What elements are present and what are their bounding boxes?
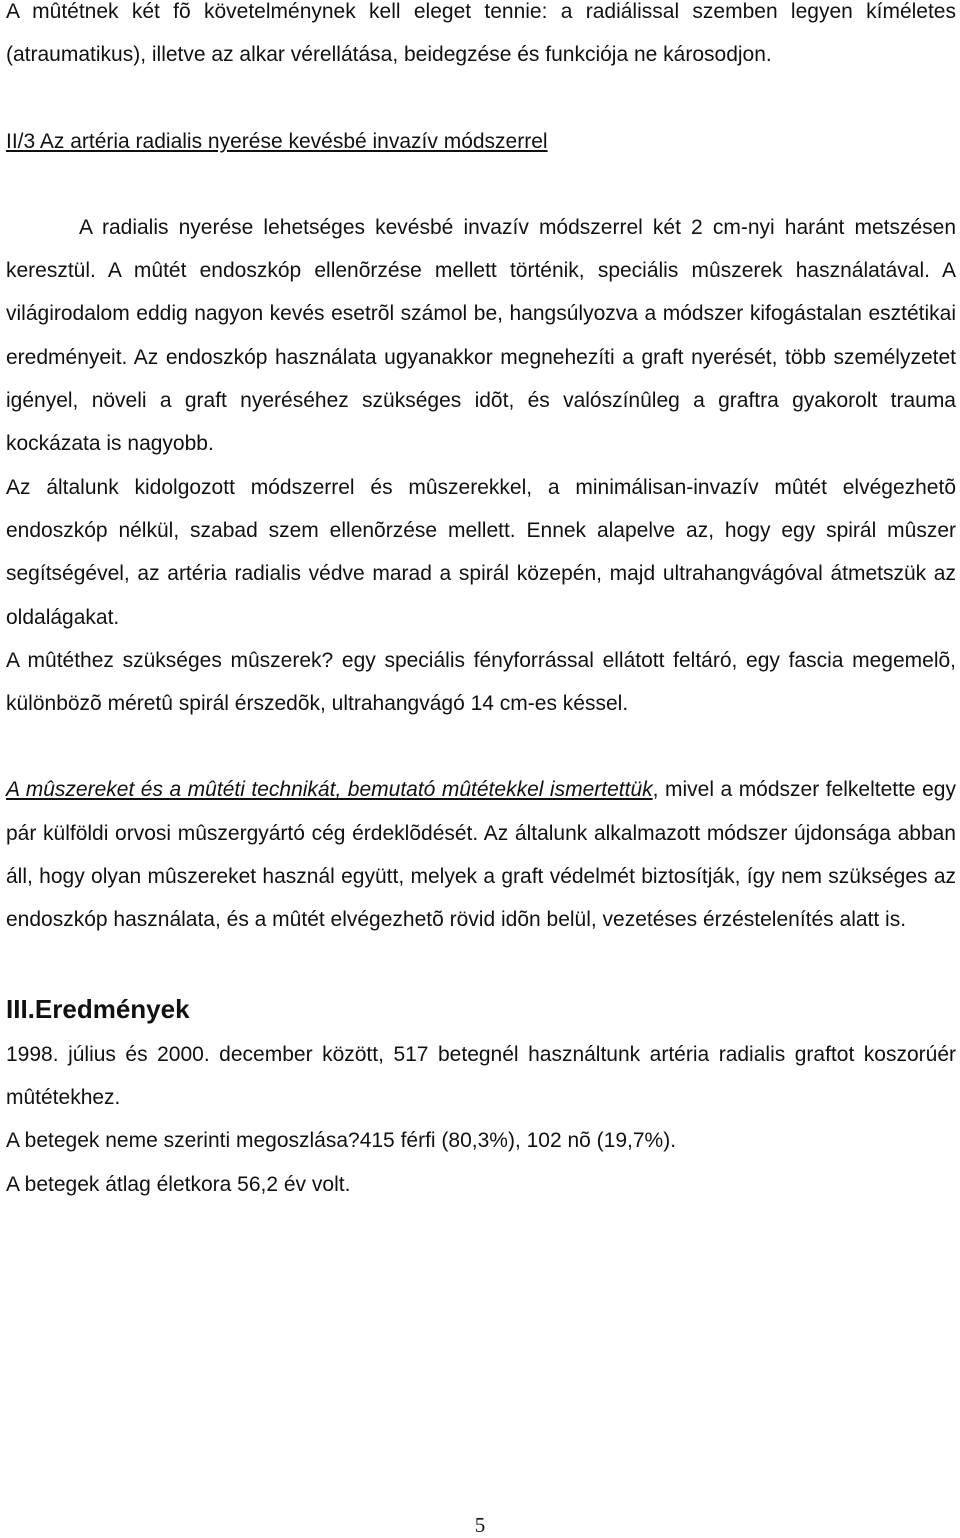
paragraph-instruments: A mûtéthez szükséges mûszerek? egy speciális fényforrással ellátott feltáró, egy fascia megemelõ, különbözõ méretû spirál érszedõk, ultrahangvágó 14 cm-es késsel. [6, 648, 956, 716]
paragraph-endoscopic-method: A radialis nyerése lehetséges kevésbé invazív módszerrel két 2 cm-nyi haránt metszésen keresztül. A mûtét endoszkóp ellenõrzése mellett történik, speciális mûszerek használatával. A világirodalom eddig nagyon kevés esetrõl számol be, hangsúlyozva a módszer kifogástalan esztétikai eredményeit. Az endoszkóp használata ugyanakkor megnehezíti a graft nyerését, több személyzetet igényel, növeli a graft nyeréséhez szükséges idõt, és valószínûleg a graftra gyakorolt trauma kockázata is nagyobb. [6, 215, 956, 456]
page-number: 5 [474, 1513, 486, 1537]
subheading-radial-harvest: II/3 Az artéria radialis nyerése kevésbé invazív módszerrel [6, 129, 548, 153]
paragraph-gender-distribution: A betegek neme szerinti megoszlása?415 férfi (80,3%), 102 nõ (19,7%). [6, 1129, 677, 1153]
italic-phrase: A mûszereket és a mûtéti technikát, bemutató mûtétekkel ismertettük [6, 778, 653, 802]
paragraph-requirements: A mûtétnek két fõ követelménynek kell eleget tennie: a radiálissal szemben legyen kíméletes (atraumatikus), illetve az alkar vérellátása, beidegzése és funkciója ne károsodjon. [6, 0, 956, 67]
paragraph-demonstration-rest: , mivel a módszer felkeltette egy pár külföldi orvosi mûszergyártó cég érdeklõdését. Az általunk alkalmazott módszer újdonsága abban áll, hogy olyan mûszereket használ együtt, melyek a graft védelmét biztosítják, így nem szükséges az endoszkóp használata, és a mûtét elvégezhetõ rövid idõn belül, vezetéses érzéstelenítés alatt is. [6, 778, 956, 932]
paragraph-demonstration [6, 768, 956, 941]
paragraph-our-method: Az általunk kidolgozott módszerrel és mûszerekkel, a minimálisan-invazív mûtét elvégezhetõ endoszkóp nélkül, szabad szem ellenõrzése mellett. Ennek alapelve az, hogy egy spirál mûszer segítségével, az artéria radialis védve marad a spirál közepén, majd ultrahangvágóval átmetszük az oldalágakat. [6, 475, 956, 629]
paragraph-mean-age: A betegek átlag életkora 56,2 év volt. [6, 1172, 351, 1196]
section-title-results: III.Eredmények [6, 993, 190, 1024]
paragraph-results-period: 1998. július és 2000. december között, 517 betegnél használtunk artéria radialis graftot koszorúér mûtétekhez. [6, 1042, 956, 1109]
document-page [6, 0, 956, 1206]
